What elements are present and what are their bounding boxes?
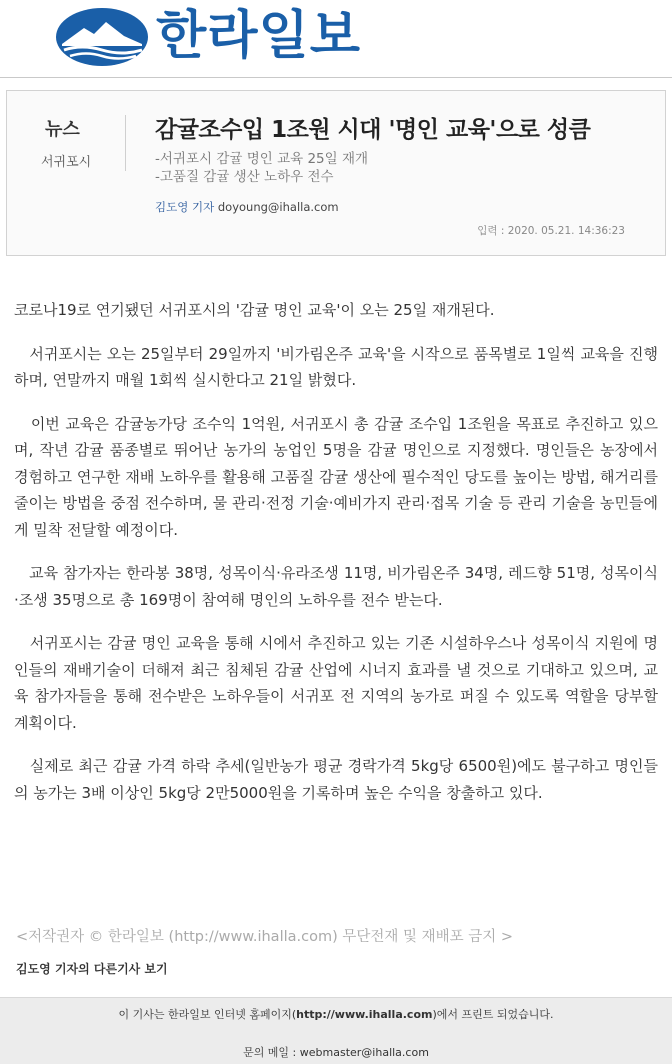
masthead <box>0 0 672 76</box>
subhead: -서귀포시 감귤 명인 교육 25일 재개 <box>155 151 369 167</box>
copyright-notice: <저작권자 © 한라일보 (http://www.ihalla.com) 무단전재 및 재배포 금지 > <box>16 929 514 945</box>
print-notice: 이 기사는 한라일보 인터넷 홈페이지(http://www.ihalla.com)에서 프린트 되었습니다. <box>118 1008 554 1021</box>
paragraph: 교육 참가자는 한라봉 38명, 성목이식·유라조생 11명, 비가림온주 34명, 레드향 51명, 성목이식·조생 35명으로 총 169명이 참여해 명인의 노하우를 전수 받는다. <box>14 564 658 609</box>
masthead-divider <box>0 77 672 78</box>
paragraph: 코로나19로 연기됐던 서귀포시의 '감귤 명인 교육'이 오는 25일 재개된다. <box>14 301 495 319</box>
article-body <box>14 297 658 823</box>
contact-email[interactable]: 문의 메일 : webmaster@ihalla.com <box>243 1046 429 1059</box>
paragraph: 실제로 최근 감귤 가격 하락 추세(일반농가 평균 경락가격 5kg당 6500원)에도 불구하고 명인들의 농가는 3배 이상인 5kg당 2만5000원을 기록하며 높은 수익을 창출하고 있다. <box>14 757 658 802</box>
subsection-label[interactable]: 서귀포시 <box>41 155 92 170</box>
article-header <box>6 90 666 256</box>
more-articles-link[interactable]: 김도영 기자의 다른기사 보기 <box>16 962 168 976</box>
byline <box>155 199 339 215</box>
subhead: -고품질 감귤 생산 노하우 전수 <box>155 169 334 185</box>
headline: 감귤조수입 1조원 시대 '명인 교육'으로 성큼 <box>155 117 591 143</box>
paragraph: 서귀포시는 오는 25일부터 29일까지 '비가림온주 교육'을 시작으로 품목별로 1일씩 교육을 진행하며, 연말까지 매월 1회씩 실시한다고 21일 밝혔다. <box>14 344 658 389</box>
paragraph: 서귀포시는 감귤 명인 교육을 통해 시에서 추진하고 있는 기존 시설하우스나 성목이식 지원에 명인들의 재배기술이 더해져 최근 침체된 감귤 산업에 시너지 효과를 낼 것으로 기대하고 있으며, 교육 참가자들을 통해 전수받은 노하우들이 서귀포 전 지역의 농가로 퍼질 수 있도록 역할을 당부할 계획이다. <box>14 634 658 732</box>
paragraph: 이번 교육은 감귤농가당 조수익 1억원, 서귀포시 총 감귤 조수입 1조원을 목표로 추진하고 있으며, 작년 감귤 품종별로 뛰어난 농가의 농업인 5명을 감귤 명인으로 지정했다. 명인들은 농장에서 경험하고 연구한 재배 노하우를 활용해 고품질 감귤 생산에 필수적인 당도를 높이는 방법, 해거리를 줄이는 방법을 중점 전수하며, 물 관리·전정 기술·예비가지 관리·접목 기술 등 관리 기술을 농민들에게 밀착 전달할 예정이다. <box>14 414 658 539</box>
header-divider <box>125 115 126 171</box>
section-label[interactable]: 뉴스 <box>45 119 80 140</box>
site-url-link[interactable]: http://www.ihalla.com <box>296 1008 433 1021</box>
reporter-name[interactable]: 김도영 기자 <box>155 200 215 214</box>
brand-name[interactable]: 한라일보 <box>156 6 361 66</box>
reporter-email[interactable]: doyoung@ihalla.com <box>217 200 339 214</box>
halla-logo-icon <box>54 6 150 68</box>
print-footer <box>0 997 672 1064</box>
published-date: 입력 : 2020. 05.21. 14:36:23 <box>477 225 625 237</box>
